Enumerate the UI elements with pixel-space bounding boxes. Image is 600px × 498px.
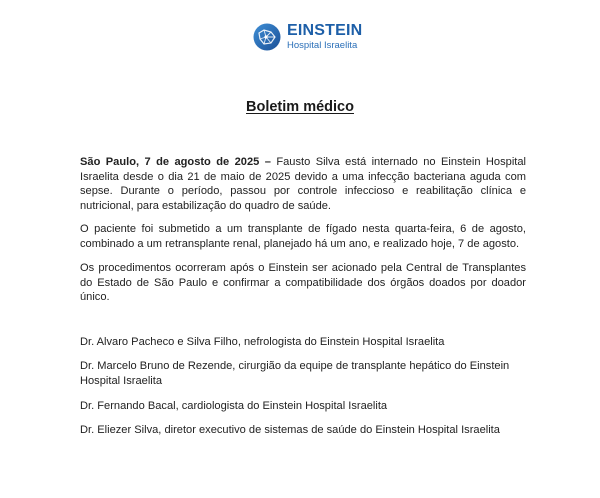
signature-3: Dr. Fernando Bacal, cardiologista do Einstein Hospital Israelita: [80, 400, 388, 412]
signature-4: Dr. Eliezer Silva, diretor executivo de sistemas de saúde do Einstein Hospital Israelita: [80, 424, 500, 436]
signature-1: Dr. Alvaro Pacheco e Silva Filho, nefrologista do Einstein Hospital Israelita: [80, 336, 445, 348]
einstein-logo-icon: [252, 22, 282, 52]
paragraph-2: [80, 222, 526, 251]
logo-name: EINSTEIN: [287, 22, 363, 40]
signature-2: Dr. Marcelo Bruno de Rezende, cirurgião da equipe de transplante hepático do Einstein Hospital Israelita: [80, 360, 510, 387]
paragraph-3: [80, 261, 526, 305]
page-title: Boletim médico: [246, 99, 354, 115]
paragraph-lead: São Paulo, 7 de agosto de 2025 –: [80, 156, 271, 168]
paragraph-text: O paciente foi submetido a um transplante de fígado nesta quarta-feira, 6 de agosto, combinado a um retransplante renal, planejado há um ano, e realizado hoje, 7 de agosto.: [80, 223, 526, 250]
logo-subtitle: Hospital Israelita: [287, 40, 358, 52]
hospital-logo: [252, 22, 362, 52]
paragraph-text: Fausto Silva está internado no Einstein Hospital Israelita desde o dia 21 de maio de 2025 devido a uma infecção bacteriana aguda com sepse. Durante o período, passou por controle infeccioso e reabilitação clínica e nutricional, para estabilização do quadro de saúde.: [80, 156, 527, 212]
paragraph-text: Os procedimentos ocorreram após o Einstein ser acionado pela Central de Transplantes do Estado de São Paulo e confirmar a compatibilidade dos órgãos doados por doador único.: [80, 262, 526, 303]
paragraph-1: [80, 155, 526, 213]
